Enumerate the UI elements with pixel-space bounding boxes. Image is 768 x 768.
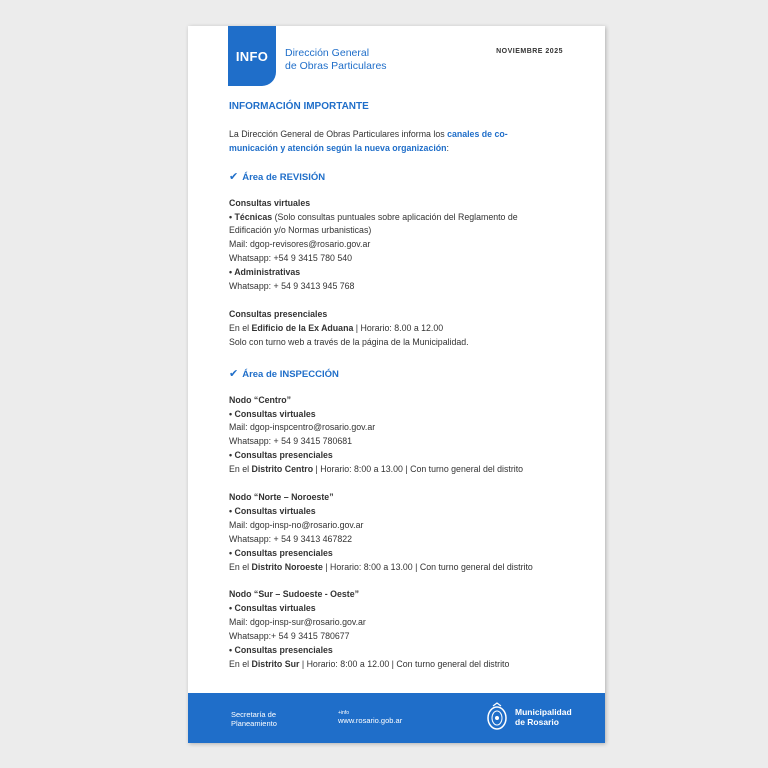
section-heading-revision: ✔ Área de REVISIÓN xyxy=(229,170,326,183)
secretaria-label: Secretaría de Planeamiento xyxy=(231,710,277,728)
coat-of-arms-icon xyxy=(484,702,510,732)
department-name: Dirección General de Obras Particulares xyxy=(285,47,387,72)
revision-virtual: Consultas virtuales • Técnicas (Solo consultas puntuales sobre aplicación del Reglamento de Edificación y/o Normas urbanisticas) Mail: dgop-revisores@rosario.gov.ar Whatsapp: +54 9 3415 780 540 • Administrativas Whatsapp: + 54 9 3413 945 768 xyxy=(229,197,569,294)
revision-presencial: Consultas presenciales En el Edificio de la Ex Aduana | Horario: 8.00 a 12.00 Solo con turno web a través de la página de la Municipalidad. xyxy=(229,308,469,347)
website-link[interactable]: +info www.rosario.gob.ar xyxy=(338,710,403,725)
municipalidad-logo: Municipalidad de Rosario xyxy=(484,702,572,732)
check-icon: ✔ xyxy=(229,170,239,183)
footer-bar xyxy=(188,693,605,743)
whatsapp-text: Whatsapp:+ 54 9 3415 780677 xyxy=(229,631,350,642)
info-badge-label: INFO xyxy=(235,48,269,64)
whatsapp-text: Whatsapp: +54 9 3415 780 540 xyxy=(229,253,353,264)
email-text: Mail: dgop-insp-sur@rosario.gov.ar xyxy=(229,617,366,628)
publication-date: NOVIEMBRE 2025 xyxy=(496,48,563,55)
whatsapp-text: Whatsapp: + 54 9 3413 945 768 xyxy=(229,281,355,292)
page-title: INFORMACIÓN IMPORTANTE xyxy=(229,101,369,112)
check-icon: ✔ xyxy=(229,367,239,380)
node-centro: Nodo “Centro” • Consultas virtuales Mail: dgop-inspcentro@rosario.gov.ar Whatsapp: + 54 9 3415 780681 • Consultas presenciales En el Distrito Centro | Horario: 8:00 a 13.00 | Con turno general del distrito xyxy=(229,394,569,477)
node-sur-sudoeste-oeste: Nodo “Sur – Sudoeste - Oeste” • Consultas virtuales Mail: dgop-insp-sur@rosario.gov.ar Whatsapp:+ 54 9 3415 780677 • Consultas presenciales En el Distrito Sur | Horario: 8:00 a 12.00 | Con turno general del distrito xyxy=(229,588,569,671)
flyer-sheet xyxy=(188,26,605,743)
section-heading-inspeccion: ✔ Área de INSPECCIÓN xyxy=(229,367,339,380)
main-content xyxy=(229,100,569,686)
email-text: Mail: dgop-inspcentro@rosario.gov.ar xyxy=(229,422,376,433)
whatsapp-text: Whatsapp: + 54 9 3415 780681 xyxy=(229,436,353,447)
info-badge xyxy=(228,26,276,86)
intro-paragraph: La Dirección General de Obras Particulares informa los canales de co- municación y atención según la nueva organización: xyxy=(229,128,508,153)
node-norte-noroeste: Nodo “Norte – Noroeste” • Consultas virtuales Mail: dgop-insp-no@rosario.gov.ar Whatsapp: + 54 9 3413 467822 • Consultas presenciales En el Distrito Noroeste | Horario: 8:00 a 13.00 | Con turno general del distrito xyxy=(229,491,569,574)
email-text: Mail: dgop-insp-no@rosario.gov.ar xyxy=(229,519,364,530)
email-text: Mail: dgop-revisores@rosario.gov.ar xyxy=(229,239,371,250)
whatsapp-text: Whatsapp: + 54 9 3413 467822 xyxy=(229,533,353,544)
